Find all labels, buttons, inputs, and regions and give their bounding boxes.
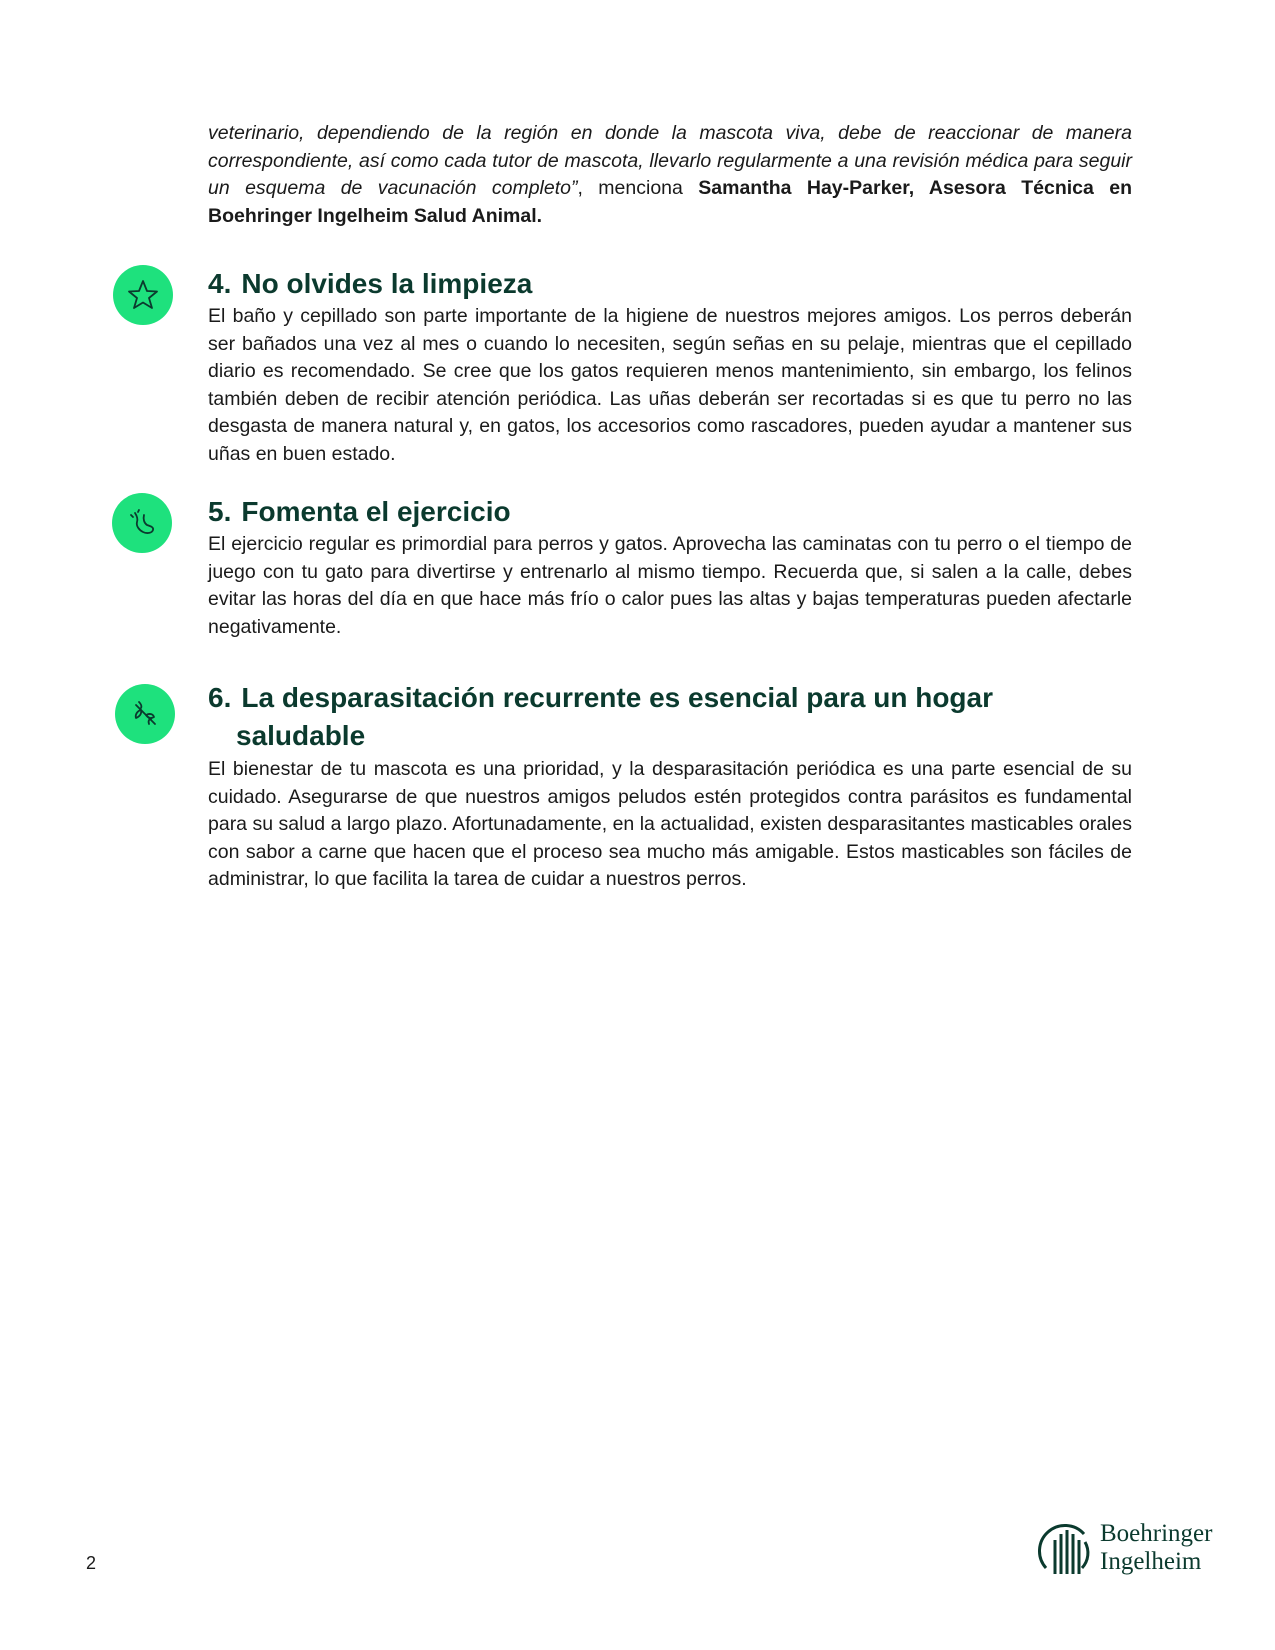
foot-icon (112, 493, 172, 553)
section-4-number: 4. (208, 268, 232, 299)
section-5-heading (208, 493, 1108, 531)
section-5-title: Fomenta el ejercicio (241, 496, 511, 527)
star-icon (113, 265, 173, 325)
logo-mark-icon (1038, 1522, 1092, 1578)
intro-paragraph (208, 120, 1132, 230)
plant-icon (115, 684, 175, 744)
section-6-title-continuation: saludable (236, 720, 366, 751)
section-4-body: El baño y cepillado son parte importante de la higiene de nuestros mejores amigos. Los perros deberán ser bañados una vez al mes o cuando lo necesiten, según señas en su pelaje, mientras que el cepillado diario es recomendado. Se cree que los gatos requieren menos mantenimiento, sin embargo, los felinos también deben de recibir atención periódica. Las uñas deberán ser recortadas si es que tu perro no las desgasta de manera natural y, en gatos, los accesorios como rascadores, pueden ayudar a mantener sus uñas en buen estado. (208, 305, 1132, 465)
boehringer-ingelheim-logo (1038, 1520, 1228, 1584)
section-5-body: El ejercicio regular es primordial para perros y gatos. Aprovecha las caminatas con tu perro o el tiempo de juego con tu gato para divertirse y entrenarlo al mismo tiempo. Recuerda que, si salen a la calle, debes evitar las horas del día en que hace más frío o calor pues las altas y bajas temperaturas pueden afectarle negativamente. (208, 533, 1132, 638)
logo-line-1: Boehringer (1100, 1520, 1213, 1547)
logo-wordmark (1100, 1520, 1212, 1576)
logo-line-2: Ingelheim (1100, 1548, 1202, 1575)
section-4-title: No olvides la limpieza (241, 268, 533, 299)
intro-connector: , menciona (577, 177, 699, 200)
section-6-body: El bienestar de tu mascota es una prioridad, y la desparasitación periódica es una parte esencial de su cuidado. Asegurarse de que nuestros amigos peludos estén protegidos contra parásitos es fundamental para su salud a largo plazo. Afortunadamente, en la actualidad, existen desparasitantes masticables orales con sabor a carne que hacen que el proceso sea mucho más amigable. Estos masticables son fáciles de administrar, lo que facilita la tarea de cuidar a nuestros perros. (208, 758, 1132, 891)
section-6-number: 6. (208, 682, 232, 713)
page-number: 2 (86, 1553, 97, 1573)
intro-attribution: Samantha Hay-Parker, Asesora Técnica en Boehringer Ingelheim Salud Animal. (208, 177, 1133, 227)
section-6-heading (208, 679, 1108, 755)
section-5-number: 5. (208, 496, 232, 527)
section-4-heading (208, 265, 1108, 303)
section-6-title: La desparasitación recurrente es esencial para un hogar (241, 682, 993, 713)
intro-quote: veterinario, dependiendo de la región en donde la mascota viva, debe de reaccionar de manera correspondiente, así como cada tutor de mascota, llevarlo regularmente a una revisión médica para seguir un esquema de vacunación completo” (208, 122, 1132, 200)
